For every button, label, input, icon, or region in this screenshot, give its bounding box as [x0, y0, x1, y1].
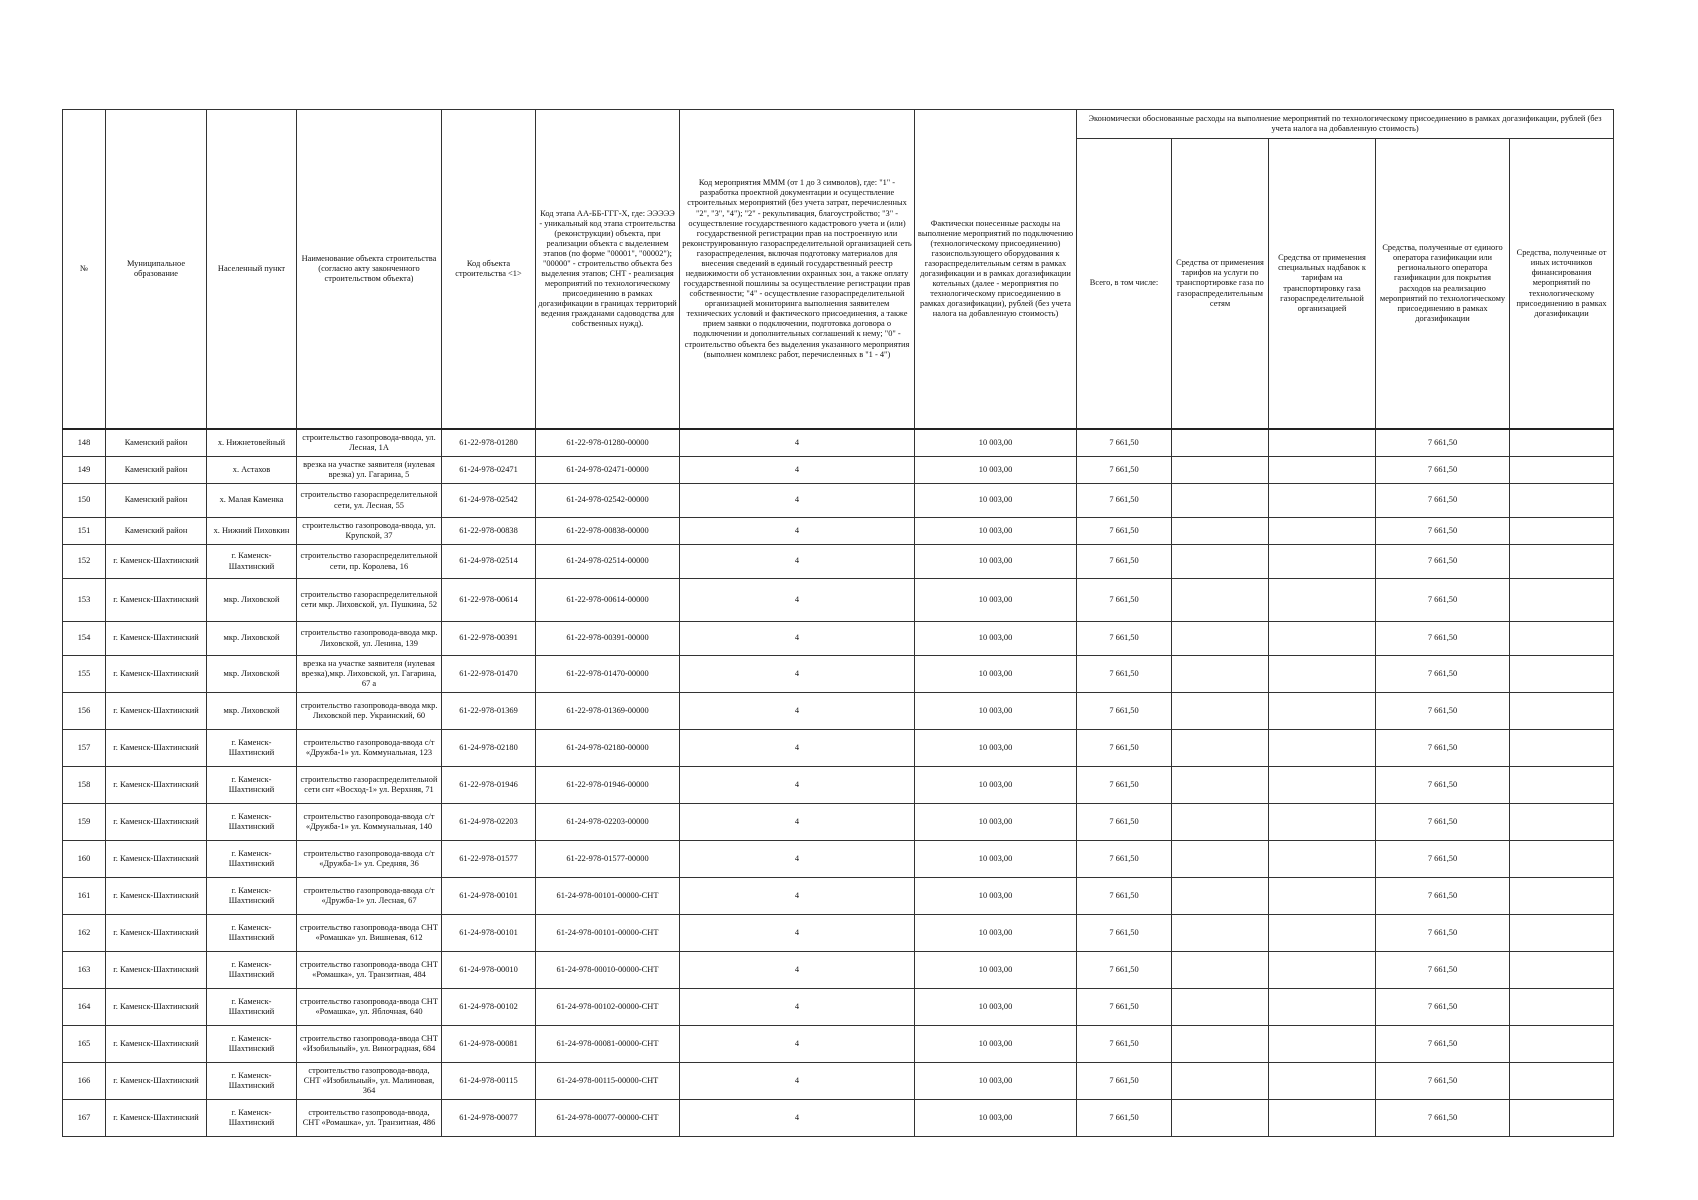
cell-actual-costs: 10 003,00: [915, 545, 1077, 579]
cell-actual-costs: 10 003,00: [915, 429, 1077, 457]
cell-total: 7 661,50: [1077, 693, 1172, 730]
cell-num: 165: [63, 1026, 106, 1063]
cell-event-code: 4: [680, 804, 915, 841]
cell-total: 7 661,50: [1077, 622, 1172, 656]
table-row: [63, 622, 1614, 656]
cell-num: 160: [63, 841, 106, 878]
cell-stage-code: 61-22-978-00614-00000: [536, 579, 680, 622]
cell-total: 7 661,50: [1077, 656, 1172, 693]
cell-surcharge-funds: [1269, 693, 1376, 730]
cell-total: 7 661,50: [1077, 878, 1172, 915]
cell-total: 7 661,50: [1077, 1100, 1172, 1137]
cell-settlement: х. Астахов: [207, 457, 297, 484]
cell-operator-funds: 7 661,50: [1376, 579, 1510, 622]
cell-stage-code: 61-24-978-02180-00000: [536, 730, 680, 767]
cell-object-code: 61-24-978-02514: [442, 545, 536, 579]
cell-stage-code: 61-24-978-02514-00000: [536, 545, 680, 579]
cell-object-code: 61-24-978-00081: [442, 1026, 536, 1063]
cell-settlement: мкр. Лиховской: [207, 656, 297, 693]
cell-tariff-funds: [1172, 878, 1269, 915]
cell-event-code: 4: [680, 579, 915, 622]
cell-total: 7 661,50: [1077, 518, 1172, 545]
table-row: [63, 429, 1614, 457]
cell-event-code: 4: [680, 518, 915, 545]
cell-operator-funds: 7 661,50: [1376, 545, 1510, 579]
cell-tariff-funds: [1172, 730, 1269, 767]
cell-tariff-funds: [1172, 622, 1269, 656]
cell-num: 155: [63, 656, 106, 693]
cell-event-code: 4: [680, 457, 915, 484]
cell-surcharge-funds: [1269, 545, 1376, 579]
cell-object-name: строительство газопровода-ввода с/т «Дружба-1» ул. Коммунальная, 140: [297, 804, 442, 841]
cell-other-funds: [1510, 1063, 1614, 1100]
cell-event-code: 4: [680, 693, 915, 730]
cell-total: 7 661,50: [1077, 484, 1172, 518]
cell-surcharge-funds: [1269, 518, 1376, 545]
cell-settlement: мкр. Лиховской: [207, 579, 297, 622]
cell-num: 154: [63, 622, 106, 656]
cell-object-code: 61-22-978-01369: [442, 693, 536, 730]
cell-object-code: 61-24-978-00102: [442, 989, 536, 1026]
cell-tariff-funds: [1172, 693, 1269, 730]
cell-total: 7 661,50: [1077, 429, 1172, 457]
cell-other-funds: [1510, 429, 1614, 457]
cell-surcharge-funds: [1269, 429, 1376, 457]
header-num: №: [63, 110, 106, 430]
table-row: [63, 545, 1614, 579]
cell-object-name: строительство газопровода-ввода мкр. Лиховской пер. Украинский, 60: [297, 693, 442, 730]
cell-other-funds: [1510, 545, 1614, 579]
cell-actual-costs: 10 003,00: [915, 1026, 1077, 1063]
cell-other-funds: [1510, 693, 1614, 730]
cell-tariff-funds: [1172, 656, 1269, 693]
table-body: [63, 429, 1614, 1137]
cell-stage-code: 61-24-978-00102-00000-СНТ: [536, 989, 680, 1026]
cell-event-code: 4: [680, 545, 915, 579]
cell-num: 156: [63, 693, 106, 730]
cell-num: 150: [63, 484, 106, 518]
table-row: [63, 1100, 1614, 1137]
cell-actual-costs: 10 003,00: [915, 579, 1077, 622]
cell-event-code: 4: [680, 730, 915, 767]
cell-object-name: строительство газопровода-ввода, ул. Крупской, 37: [297, 518, 442, 545]
cell-total: 7 661,50: [1077, 579, 1172, 622]
cell-object-code: 61-24-978-00115: [442, 1063, 536, 1100]
cell-num: 148: [63, 429, 106, 457]
header-surcharge-funds: Средства от применения специальных надбавок к тарифам на транспортировку газа газораспределительной организацией: [1269, 139, 1376, 430]
cell-settlement: г. Каменск-Шахтинский: [207, 1100, 297, 1137]
header-tariff-funds: Средства от применения тарифов на услуги по транспортировке газа по газораспределительным сетям: [1172, 139, 1269, 430]
table-row: [63, 518, 1614, 545]
cell-other-funds: [1510, 767, 1614, 804]
cell-tariff-funds: [1172, 1026, 1269, 1063]
cell-other-funds: [1510, 656, 1614, 693]
cell-actual-costs: 10 003,00: [915, 915, 1077, 952]
cell-actual-costs: 10 003,00: [915, 484, 1077, 518]
cell-municipality: Каменский район: [106, 484, 207, 518]
table-row: [63, 1063, 1614, 1100]
cell-settlement: мкр. Лиховской: [207, 693, 297, 730]
cell-other-funds: [1510, 484, 1614, 518]
cell-municipality: г. Каменск-Шахтинский: [106, 1100, 207, 1137]
cell-event-code: 4: [680, 952, 915, 989]
cell-tariff-funds: [1172, 1063, 1269, 1100]
cell-actual-costs: 10 003,00: [915, 767, 1077, 804]
cell-object-name: строительство газопровода-ввода СНТ «Изобильный», ул. Виноградная, 684: [297, 1026, 442, 1063]
cell-actual-costs: 10 003,00: [915, 457, 1077, 484]
cell-municipality: г. Каменск-Шахтинский: [106, 1026, 207, 1063]
cell-event-code: 4: [680, 767, 915, 804]
cell-surcharge-funds: [1269, 841, 1376, 878]
cell-total: 7 661,50: [1077, 1063, 1172, 1100]
cell-object-code: 61-22-978-01470: [442, 656, 536, 693]
cell-other-funds: [1510, 579, 1614, 622]
table-row: [63, 767, 1614, 804]
cell-object-name: строительство газораспределительной сети, ул. Лесная, 55: [297, 484, 442, 518]
cell-num: 158: [63, 767, 106, 804]
cell-object-code: 61-24-978-00010: [442, 952, 536, 989]
cell-stage-code: 61-24-978-00101-00000-СНТ: [536, 915, 680, 952]
cell-tariff-funds: [1172, 579, 1269, 622]
cell-num: 159: [63, 804, 106, 841]
cell-stage-code: 61-22-978-00391-00000: [536, 622, 680, 656]
cell-total: 7 661,50: [1077, 989, 1172, 1026]
cell-num: 162: [63, 915, 106, 952]
cell-municipality: г. Каменск-Шахтинский: [106, 1063, 207, 1100]
cell-actual-costs: 10 003,00: [915, 804, 1077, 841]
cell-tariff-funds: [1172, 989, 1269, 1026]
cell-operator-funds: 7 661,50: [1376, 952, 1510, 989]
cell-num: 166: [63, 1063, 106, 1100]
cell-other-funds: [1510, 457, 1614, 484]
cell-surcharge-funds: [1269, 952, 1376, 989]
cell-operator-funds: 7 661,50: [1376, 989, 1510, 1026]
cell-total: 7 661,50: [1077, 545, 1172, 579]
cell-other-funds: [1510, 622, 1614, 656]
cell-event-code: 4: [680, 484, 915, 518]
cell-operator-funds: 7 661,50: [1376, 484, 1510, 518]
cell-object-name: строительство газопровода-ввода СНТ «Ромашка», ул. Транзитная, 484: [297, 952, 442, 989]
cell-settlement: г. Каменск-Шахтинский: [207, 804, 297, 841]
cell-total: 7 661,50: [1077, 1026, 1172, 1063]
cell-municipality: г. Каменск-Шахтинский: [106, 915, 207, 952]
cell-object-code: 61-22-978-00391: [442, 622, 536, 656]
cell-event-code: 4: [680, 622, 915, 656]
cell-other-funds: [1510, 915, 1614, 952]
cell-other-funds: [1510, 518, 1614, 545]
table-row: [63, 484, 1614, 518]
cell-settlement: г. Каменск-Шахтинский: [207, 841, 297, 878]
cell-operator-funds: 7 661,50: [1376, 656, 1510, 693]
cell-tariff-funds: [1172, 767, 1269, 804]
cell-settlement: х. Малая Каменка: [207, 484, 297, 518]
cell-settlement: мкр. Лиховской: [207, 622, 297, 656]
cell-settlement: х. Нижнетовейный: [207, 429, 297, 457]
cell-object-name: строительство газопровода-ввода СНТ «Ромашка», ул. Яблочная, 640: [297, 989, 442, 1026]
header-other-funds: Средства, полученные от иных источников финансирования мероприятий по технологическому присоединению в рамках догазификации: [1510, 139, 1614, 430]
cell-operator-funds: 7 661,50: [1376, 841, 1510, 878]
table-row: [63, 1026, 1614, 1063]
cell-event-code: 4: [680, 1026, 915, 1063]
cell-operator-funds: 7 661,50: [1376, 1063, 1510, 1100]
cell-event-code: 4: [680, 656, 915, 693]
cell-other-funds: [1510, 878, 1614, 915]
cell-tariff-funds: [1172, 915, 1269, 952]
cell-object-code: 61-24-978-00077: [442, 1100, 536, 1137]
cell-municipality: г. Каменск-Шахтинский: [106, 545, 207, 579]
cell-other-funds: [1510, 841, 1614, 878]
cell-surcharge-funds: [1269, 622, 1376, 656]
cell-total: 7 661,50: [1077, 457, 1172, 484]
cell-object-code: 61-22-978-01577: [442, 841, 536, 878]
cell-tariff-funds: [1172, 1100, 1269, 1137]
cell-object-code: 61-24-978-00101: [442, 915, 536, 952]
cell-stage-code: 61-24-978-00115-00000-СНТ: [536, 1063, 680, 1100]
header-municipality: Муниципальное образование: [106, 110, 207, 430]
cell-surcharge-funds: [1269, 730, 1376, 767]
cell-num: 152: [63, 545, 106, 579]
cell-num: 149: [63, 457, 106, 484]
cell-event-code: 4: [680, 989, 915, 1026]
cell-actual-costs: 10 003,00: [915, 518, 1077, 545]
cell-actual-costs: 10 003,00: [915, 989, 1077, 1026]
cell-stage-code: 61-24-978-02471-00000: [536, 457, 680, 484]
cell-municipality: г. Каменск-Шахтинский: [106, 656, 207, 693]
cell-settlement: г. Каменск-Шахтинский: [207, 767, 297, 804]
table-row: [63, 693, 1614, 730]
cell-surcharge-funds: [1269, 804, 1376, 841]
cell-surcharge-funds: [1269, 878, 1376, 915]
cell-municipality: г. Каменск-Шахтинский: [106, 767, 207, 804]
cell-other-funds: [1510, 989, 1614, 1026]
cell-object-name: строительство газораспределительной сети мкр. Лиховской, ул. Пушкина, 52: [297, 579, 442, 622]
cell-other-funds: [1510, 730, 1614, 767]
cell-object-name: строительство газораспределительной сети снт «Восход-1» ул. Верхняя, 71: [297, 767, 442, 804]
cell-total: 7 661,50: [1077, 952, 1172, 989]
cell-object-name: строительство газопровода-ввода, СНТ «Изобильный», ул. Малиновая, 364: [297, 1063, 442, 1100]
cell-object-code: 61-22-978-00614: [442, 579, 536, 622]
cell-num: 164: [63, 989, 106, 1026]
cell-municipality: г. Каменск-Шахтинский: [106, 989, 207, 1026]
cell-total: 7 661,50: [1077, 915, 1172, 952]
cell-operator-funds: 7 661,50: [1376, 622, 1510, 656]
cell-operator-funds: 7 661,50: [1376, 429, 1510, 457]
cell-event-code: 4: [680, 1100, 915, 1137]
cell-other-funds: [1510, 804, 1614, 841]
cell-municipality: г. Каменск-Шахтинский: [106, 804, 207, 841]
cell-object-name: строительство газопровода-ввода мкр. Лиховской, ул. Ленина, 139: [297, 622, 442, 656]
cell-surcharge-funds: [1269, 1026, 1376, 1063]
cell-event-code: 4: [680, 841, 915, 878]
cell-total: 7 661,50: [1077, 841, 1172, 878]
cell-actual-costs: 10 003,00: [915, 693, 1077, 730]
cell-object-code: 61-24-978-02203: [442, 804, 536, 841]
cell-num: 167: [63, 1100, 106, 1137]
header-object-name: Наименование объекта строительства (согласно акту законченного строительством объекта): [297, 110, 442, 430]
cell-num: 163: [63, 952, 106, 989]
cell-surcharge-funds: [1269, 1063, 1376, 1100]
cell-settlement: г. Каменск-Шахтинский: [207, 1026, 297, 1063]
table-row: [63, 656, 1614, 693]
cell-settlement: г. Каменск-Шахтинский: [207, 878, 297, 915]
cell-tariff-funds: [1172, 804, 1269, 841]
cell-stage-code: 61-24-978-02542-00000: [536, 484, 680, 518]
cell-object-name: строительство газопровода-ввода, СНТ «Ромашка», ул. Транзитная, 486: [297, 1100, 442, 1137]
cell-actual-costs: 10 003,00: [915, 656, 1077, 693]
cell-object-code: 61-24-978-02542: [442, 484, 536, 518]
cell-object-code: 61-24-978-02180: [442, 730, 536, 767]
cell-stage-code: 61-24-978-00010-00000-СНТ: [536, 952, 680, 989]
cell-operator-funds: 7 661,50: [1376, 915, 1510, 952]
cell-stage-code: 61-22-978-01946-00000: [536, 767, 680, 804]
cell-event-code: 4: [680, 429, 915, 457]
cell-settlement: г. Каменск-Шахтинский: [207, 915, 297, 952]
cell-num: 157: [63, 730, 106, 767]
cell-municipality: г. Каменск-Шахтинский: [106, 841, 207, 878]
cell-other-funds: [1510, 952, 1614, 989]
table-row: [63, 878, 1614, 915]
cell-settlement: г. Каменск-Шахтинский: [207, 545, 297, 579]
cell-settlement: г. Каменск-Шахтинский: [207, 952, 297, 989]
cell-municipality: г. Каменск-Шахтинский: [106, 952, 207, 989]
cell-municipality: Каменский район: [106, 457, 207, 484]
cell-num: 161: [63, 878, 106, 915]
cell-tariff-funds: [1172, 841, 1269, 878]
table-row: [63, 804, 1614, 841]
table-row: [63, 730, 1614, 767]
table-row: [63, 579, 1614, 622]
cell-object-code: 61-24-978-00101: [442, 878, 536, 915]
cell-object-code: 61-22-978-01280: [442, 429, 536, 457]
header-object-code: Код объекта строительства <1>: [442, 110, 536, 430]
cell-stage-code: 61-22-978-01280-00000: [536, 429, 680, 457]
cell-settlement: г. Каменск-Шахтинский: [207, 1063, 297, 1100]
cell-surcharge-funds: [1269, 579, 1376, 622]
cell-actual-costs: 10 003,00: [915, 730, 1077, 767]
cell-object-name: строительство газораспределительной сети, пр. Королева, 16: [297, 545, 442, 579]
cell-operator-funds: 7 661,50: [1376, 1100, 1510, 1137]
cell-object-name: строительство газопровода-ввода с/т «Дружба-1» ул. Средняя, 36: [297, 841, 442, 878]
cell-object-name: строительство газопровода-ввода с/т «Дружба-1» ул. Коммунальная, 123: [297, 730, 442, 767]
cell-tariff-funds: [1172, 545, 1269, 579]
header-stage-code: Код этапа АА-ББ-ГГГ-Х, где: ЭЭЭЭЭ - уникальный код этапа строительства (реконструкции) объекта, при реализации объекта с выделением этапов (по форме "00001", "00002"); "00000" - строительство объекта без выделения этапов; СНТ - реализация мероприятий по технологическому присоединению в рамках догазификации в границах территорий ведения гражданами садоводства для собственных нужд).: [536, 110, 680, 430]
cell-object-code: 61-22-978-00838: [442, 518, 536, 545]
cell-actual-costs: 10 003,00: [915, 952, 1077, 989]
cell-stage-code: 61-24-978-02203-00000: [536, 804, 680, 841]
header-actual-costs: Фактически понесенные расходы на выполнение мероприятий по подключению (технологическому присоединению) газоиспользующего оборудования к газораспределительным сетям в рамках догазификации и в рамках догазификации котельных (далее - мероприятия по технологическому присоединению в рамках догазификации), рублей (без учета налога на добавленную стоимость): [915, 110, 1077, 430]
cell-surcharge-funds: [1269, 915, 1376, 952]
cell-stage-code: 61-24-978-00077-00000-СНТ: [536, 1100, 680, 1137]
header-settlement: Населенный пункт: [207, 110, 297, 430]
cell-object-name: строительство газопровода-ввода, ул. Лесная, 1А: [297, 429, 442, 457]
cell-operator-funds: 7 661,50: [1376, 878, 1510, 915]
cell-surcharge-funds: [1269, 767, 1376, 804]
cell-municipality: г. Каменск-Шахтинский: [106, 878, 207, 915]
cell-operator-funds: 7 661,50: [1376, 804, 1510, 841]
cell-total: 7 661,50: [1077, 767, 1172, 804]
cell-surcharge-funds: [1269, 484, 1376, 518]
cell-object-name: врезка на участке заявителя (нулевая врезка),мкр. Лиховской, ул. Гагарина, 67 а: [297, 656, 442, 693]
header-group-economic-costs: Экономически обоснованные расходы на выполнение мероприятий по технологическому присоединению в рамках догазификации, рублей (без учета налога на добавленную стоимость): [1077, 110, 1614, 139]
cell-num: 151: [63, 518, 106, 545]
cell-settlement: х. Нижний Пиховкин: [207, 518, 297, 545]
cell-surcharge-funds: [1269, 656, 1376, 693]
cell-tariff-funds: [1172, 457, 1269, 484]
cell-operator-funds: 7 661,50: [1376, 693, 1510, 730]
cell-settlement: г. Каменск-Шахтинский: [207, 730, 297, 767]
cell-num: 153: [63, 579, 106, 622]
cell-settlement: г. Каменск-Шахтинский: [207, 989, 297, 1026]
header-total: Всего, в том числе:: [1077, 139, 1172, 430]
cell-actual-costs: 10 003,00: [915, 1100, 1077, 1137]
cell-operator-funds: 7 661,50: [1376, 730, 1510, 767]
cell-tariff-funds: [1172, 952, 1269, 989]
header-event-code: Код мероприятия МММ (от 1 до 3 символов), где: "1" - разработка проектной документации и осуществление строительных мероприятий (без учета затрат, перечисленных "2", "3", "4"); "2" - рекультивация, благоустройство; "3" - осуществление государственного кадастрового учета и (или) государственной регистрации прав на построенную или реконструированную газораспределительной организацией сеть газораспределения, включая подготовку материалов для внесения сведений в единый государственный реестр недвижимости об установлении охранных зон, а также оплату государственной пошлины за осуществление регистрации прав собственности; "4" - осуществление газораспределительной организацией мониторинга выполнения заявителем технических условий и фактического присоединения, а также прием заявки о подключении, подготовка договора о подключении и дополнительных соглашений к нему; "0" - строительство объекта без выделения указанного мероприятия (выполнен комплекс работ, перечисленных в "1 - 4"): [680, 110, 915, 430]
cell-total: 7 661,50: [1077, 804, 1172, 841]
cell-tariff-funds: [1172, 429, 1269, 457]
cell-stage-code: 61-22-978-01577-00000: [536, 841, 680, 878]
table-row: [63, 915, 1614, 952]
table-row: [63, 952, 1614, 989]
cell-municipality: Каменский район: [106, 429, 207, 457]
cell-stage-code: 61-22-978-01369-00000: [536, 693, 680, 730]
header-operator-funds: Средства, полученные от единого оператора газификации или регионального оператора газификации для покрытия расходов на реализацию мероприятий по технологическому присоединению в рамках догазификации: [1376, 139, 1510, 430]
cell-object-code: 61-24-978-02471: [442, 457, 536, 484]
cell-municipality: г. Каменск-Шахтинский: [106, 730, 207, 767]
table-row: [63, 457, 1614, 484]
cell-tariff-funds: [1172, 484, 1269, 518]
cell-actual-costs: 10 003,00: [915, 622, 1077, 656]
cell-object-name: строительство газопровода-ввода с/т «Дружба-1» ул. Лесная, 67: [297, 878, 442, 915]
cell-operator-funds: 7 661,50: [1376, 457, 1510, 484]
cell-stage-code: 61-24-978-00101-00000-СНТ: [536, 878, 680, 915]
cell-municipality: г. Каменск-Шахтинский: [106, 693, 207, 730]
cell-surcharge-funds: [1269, 1100, 1376, 1137]
cell-operator-funds: 7 661,50: [1376, 767, 1510, 804]
table-row: [63, 841, 1614, 878]
cell-other-funds: [1510, 1100, 1614, 1137]
cell-municipality: г. Каменск-Шахтинский: [106, 622, 207, 656]
cell-actual-costs: 10 003,00: [915, 841, 1077, 878]
cell-stage-code: 61-24-978-00081-00000-СНТ: [536, 1026, 680, 1063]
cell-operator-funds: 7 661,50: [1376, 518, 1510, 545]
cell-total: 7 661,50: [1077, 730, 1172, 767]
cell-tariff-funds: [1172, 518, 1269, 545]
cell-other-funds: [1510, 1026, 1614, 1063]
cell-event-code: 4: [680, 915, 915, 952]
cell-event-code: 4: [680, 1063, 915, 1100]
cell-municipality: Каменский район: [106, 518, 207, 545]
cell-object-name: строительство газопровода-ввода СНТ «Ромашка» ул. Вишневая, 612: [297, 915, 442, 952]
cell-stage-code: 61-22-978-01470-00000: [536, 656, 680, 693]
costs-table: [62, 109, 1614, 1137]
table-row: [63, 989, 1614, 1026]
cell-surcharge-funds: [1269, 989, 1376, 1026]
table-header: [63, 110, 1614, 430]
cell-municipality: г. Каменск-Шахтинский: [106, 579, 207, 622]
cell-actual-costs: 10 003,00: [915, 1063, 1077, 1100]
cell-surcharge-funds: [1269, 457, 1376, 484]
cell-operator-funds: 7 661,50: [1376, 1026, 1510, 1063]
cell-object-code: 61-22-978-01946: [442, 767, 536, 804]
cell-event-code: 4: [680, 878, 915, 915]
cell-object-name: врезка на участке заявителя (нулевая врезка) ул. Гагарина, 5: [297, 457, 442, 484]
cell-stage-code: 61-22-978-00838-00000: [536, 518, 680, 545]
cell-actual-costs: 10 003,00: [915, 878, 1077, 915]
